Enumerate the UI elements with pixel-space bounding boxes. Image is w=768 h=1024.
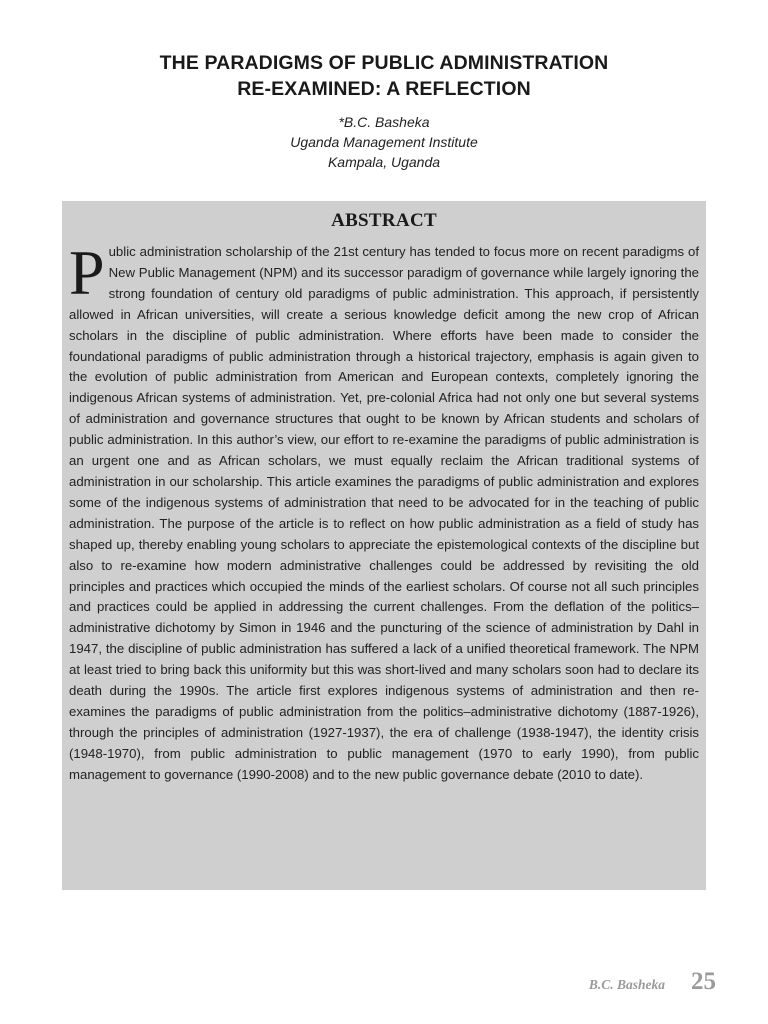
abstract-box xyxy=(62,201,706,890)
author-name: *B.C. Basheka xyxy=(338,114,430,130)
author-block xyxy=(0,112,768,172)
article-title-line-2: RE-EXAMINED: A REFLECTION xyxy=(237,78,531,100)
page-footer xyxy=(589,968,716,996)
abstract-drop-cap: P xyxy=(69,237,105,308)
article-title xyxy=(0,50,768,102)
page-number: 25 xyxy=(691,968,716,995)
article-title-line-1: THE PARADIGMS OF PUBLIC ADMINISTRATION xyxy=(159,52,609,74)
author-location: Kampala, Uganda xyxy=(327,154,441,170)
abstract-heading: ABSTRACT xyxy=(331,210,437,231)
abstract-body xyxy=(69,237,699,786)
abstract-body-text: ublic administration scholarship of the 21st century has tended to focus more on recent paradigms of New Public Management (NPM) and its successor paradigm of governance while largely ignoring the strong foundation of century old paradigms of public administration. This approach, if persistently allowed in African universities, will create a serious knowledge deficit among the new crop of African scholars in the discipline of public administration. Where efforts have been made to consider the foundational paradigms of public administration through a historical trajectory, emphasis is again given to the evolution of public administration from American and European contexts, completely ignoring the indigenous African systems of administration. Yet, pre-colonial Africa had not only one but several systems of administration and governance structures that ought to be known by African students and scholars of public administration. In this author’s view, our effort to re-examine the paradigms of public administration is an urgent one and as African scholars, we must equally reclaim the African traditional systems of administration in our scholarship. This article examines the paradigms of public administration and explores some of the indigenous systems of administration that need to be advocated for in the teaching of public administration. The purpose of the article is to reflect on how public administration as a field of study has shaped up, thereby enabling young scholars to appreciate the epistemological contexts of the discipline but also to re-examine how modern administrative challenges could be addressed by revisiting the old principles and practices which occupied the minds of the earliest scholars. Of course not all such principles and practices could be applied in addressing the current challenges. From the deflation of the politics–administrative dichotomy by Simon in 1946 and the puncturing of the science of administration by Dahl in 1947, the discipline of public administration has suffered a lack of a unified theoretical framework. The NPM at least tried to bring back this uniformity but this was short-lived and many scholars soon had to declare its death during the 1990s. The article first explores indigenous systems of administration and then re-examines the paradigms of public administration from the politics–administrative dichotomy (1887-1926), through the principles of administration (1927-1937), the era of challenge (1938-1947), the identity crisis (1948-1970), from public administration to public management (1970 to early 1990), from public management to governance (1990-2008) and to the new public governance debate (2010 to date). xyxy=(69,244,699,782)
author-institution: Uganda Management Institute xyxy=(290,134,478,150)
footer-author: B.C. Basheka xyxy=(588,977,665,992)
